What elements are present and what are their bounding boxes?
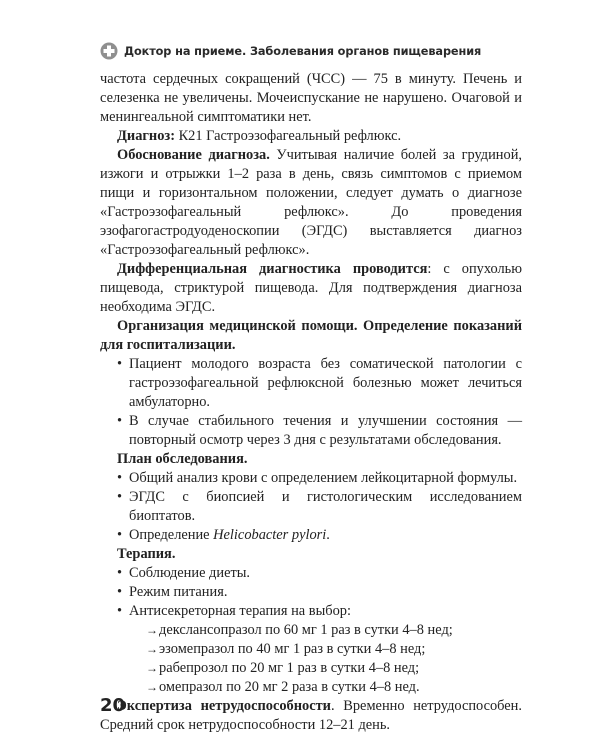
list-item [117,526,522,545]
list-item: • Пациент молодого возраста без соматической патологии с гастроэзофагеальной рефлюксной болезнью может лечиться амбулаторно. [117,355,522,412]
diagnosis-label: Диагноз: [117,128,175,144]
drug-option: → омепразол по 20 мг 2 раза в сутки 4–8 нед. [146,678,522,697]
page-body [100,70,522,735]
drug-option: → эзомепразол по 40 мг 1 раз в сутки 4–8 нед; [146,640,522,659]
hp-suffix: . [326,527,330,543]
expertise-text: . Временно нетрудоспособен. Средний срок нетрудоспособности 12–21 день. [100,698,522,733]
plan-heading: План обследования. [117,451,248,467]
drug-options-list [100,621,522,697]
list-item: • Режим питания. [117,583,522,602]
drug-option: → рабепрозол по 20 мг 1 раз в сутки 4–8 нед; [146,659,522,678]
organization-heading: Организация медицинской помощи. Определение показаний для госпитализации. [100,318,522,353]
therapy-heading: Терапия. [117,546,176,562]
page-number: 20 [100,695,126,716]
plan-list [100,469,522,545]
diagnosis-paragraph [100,127,522,146]
list-item: • Антисекреторная терапия на выбор: [117,602,522,621]
organization-list [100,355,522,450]
expertise-label: Экспертиза нетрудоспособности [117,698,331,714]
rationale-text: Учитывая наличие болей за грудиной, изжоги и отрыжки 1–2 раза в день, связь симптомов с приемом пищи и горизонтальном положении, следует думать о диагнозе «Гастроэзофагеальный рефлюкс». До проведения эзофагогастродуоденоскопии (ЭГДС) выставляется диагноз «Гастроэзофагеальный рефлюкс». [100,147,522,258]
therapy-list [100,564,522,621]
running-header [100,40,520,62]
medical-cross-icon [100,42,118,60]
intro-paragraph: частота сердечных сокращений (ЧСС) — 75 в минуту. Печень и селезенка не увеличены. Мочеиспускание не нарушено. Очаговой и менингеальной симптоматики нет. [100,71,522,125]
list-item: • Общий анализ крови с определением лейкоцитарной формулы. [117,469,522,488]
differential-paragraph [100,260,522,317]
list-item: • ЭГДС с биопсией и гистологическим исследованием биоптатов. [117,488,522,526]
diagnosis-text: К21 Гастроэзофагеальный рефлюкс. [174,128,402,144]
list-item: • В случае стабильного течения и улучшении состояния — повторный осмотр через 3 дня с результатами обследования. [117,412,522,450]
rationale-paragraph [100,146,522,260]
rationale-label: Обоснование диагноза. [117,147,270,163]
hp-name: Helicobacter pylori [213,527,327,543]
expertise-paragraph [100,697,522,735]
hp-prefix: Определение [129,527,214,543]
list-item: • Соблюдение диеты. [117,564,522,583]
header-title: Доктор на приеме. Заболевания органов пищеварения [124,44,482,58]
differential-label: Дифференциальная диагностика проводится [117,261,428,277]
drug-option: → декслансопразол по 60 мг 1 раз в сутки 4–8 нед; [146,621,522,640]
differential-text: : с опухолью пищевода, стриктурой пищевода. Для подтверждения диагноза необходима ЭГДС. [100,261,522,315]
